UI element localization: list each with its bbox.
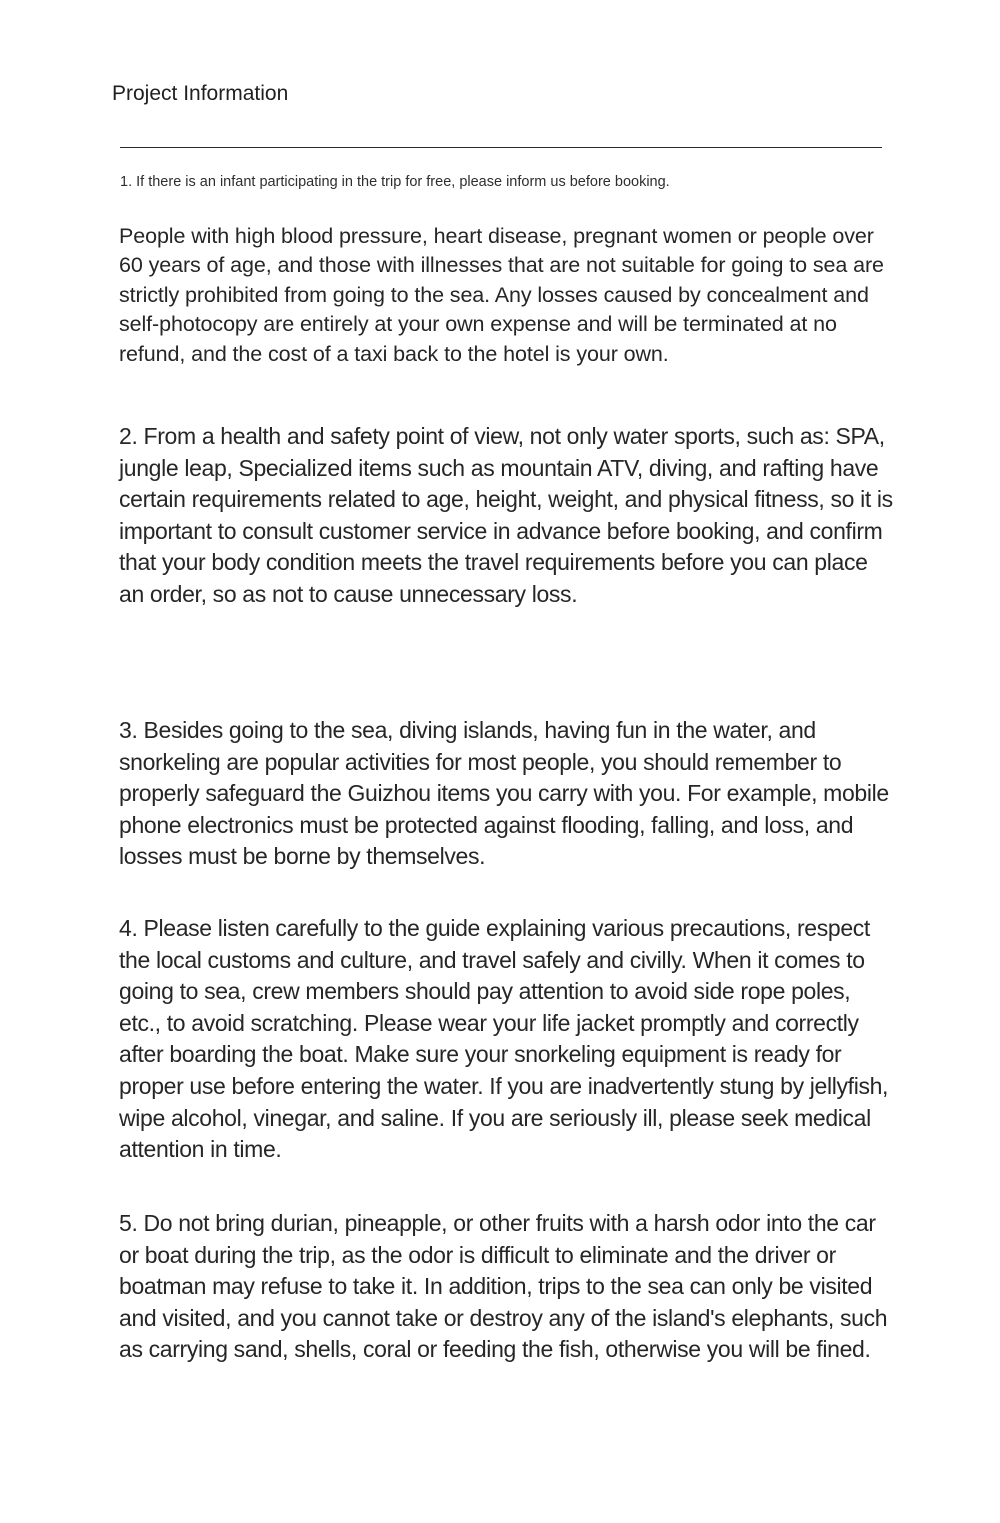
- paragraph-item-5: 5. Do not bring durian, pineapple, or other fruits with a harsh odor into the car or boat during the trip, as the odor is difficult to eliminate and the driver or boatman may refuse to take it. In addition, trips to the sea can only be visited and visited, and you cannot take or destroy any of the island's elephants, such as carrying sand, shells, coral or feeding the fish, otherwise you will be fined.: [119, 1210, 888, 1363]
- page-title: Project Information: [112, 82, 289, 105]
- paragraph-health-restrictions: People with high blood pressure, heart disease, pregnant women or people over 60 years of age, and those with illnesses that are not suitable for going to sea are strictly prohibited from going to the sea. Any losses caused by concealment and self-photocopy are entirely at your own expense and will be terminated at no refund, and the cost of a taxi back to the hotel is your own.: [119, 224, 884, 366]
- paragraph-item-2: 2. From a health and safety point of view, not only water sports, such as: SPA, jungle leap, Specialized items such as mountain ATV, diving, and rafting have certain requirements related to age, height, weight, and physical fitness, so it is important to consult customer service in advance before booking, and confirm that your body condition meets the travel requirements before you can place an order, so as not to cause unnecessary loss.: [119, 423, 893, 607]
- paragraph-item-3: 3. Besides going to the sea, diving islands, having fun in the water, and snorkeling are popular activities for most people, you should remember to properly safeguard the Guizhou items you carry with you. For example, mobile phone electronics must be protected against flooding, falling, and loss, and losses must be borne by themselves.: [119, 717, 889, 870]
- notice-infant: 1. If there is an infant participating in the trip for free, please inform us before booking.: [120, 174, 670, 190]
- title-divider: [120, 147, 882, 148]
- paragraph-item-4: 4. Please listen carefully to the guide explaining various precautions, respect the local customs and culture, and travel safely and civilly. When it comes to going to sea, crew members should pay attention to avoid side rope poles, etc., to avoid scratching. Please wear your life jacket promptly and correctly after boarding the boat. Make sure your snorkeling equipment is ready for proper use before entering the water. If you are inadvertently stung by jellyfish, wipe alcohol, vinegar, and saline. If you are seriously ill, please seek medical attention in time.: [119, 915, 889, 1163]
